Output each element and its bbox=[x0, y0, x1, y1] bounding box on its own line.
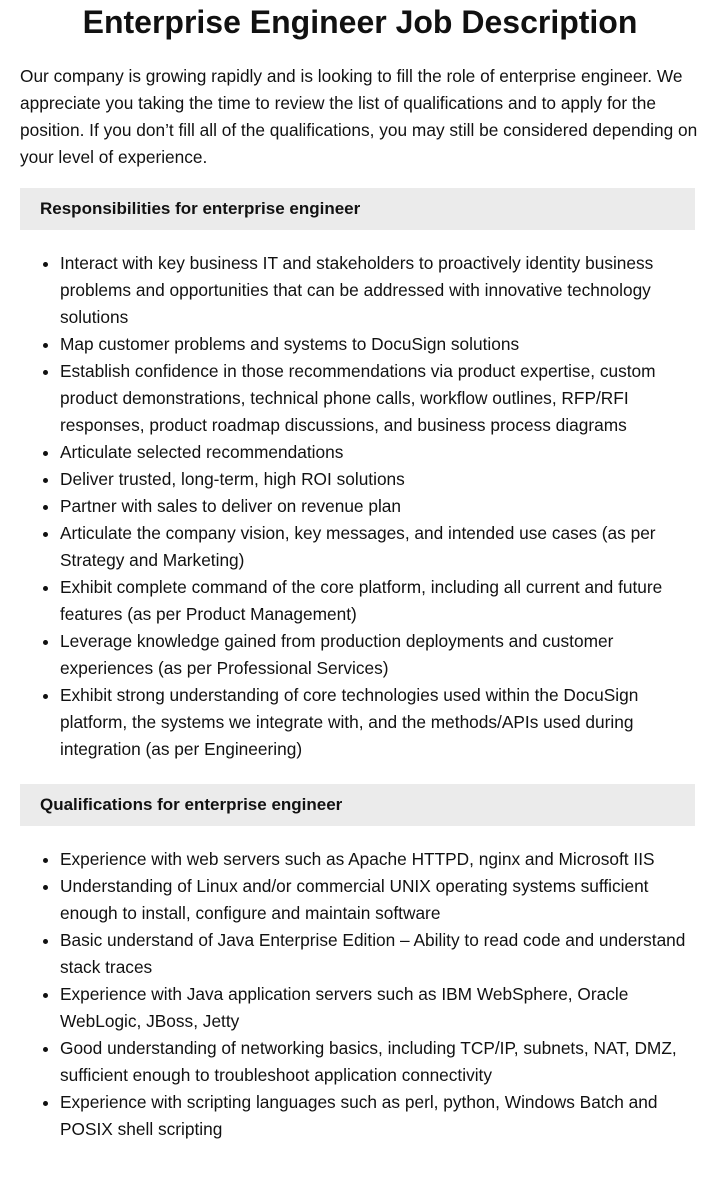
qualifications-heading: Qualifications for enterprise engineer bbox=[20, 784, 695, 826]
list-item: • Deliver trusted, long-term, high ROI solutions bbox=[60, 466, 700, 493]
list-item: • Exhibit complete command of the core platform, including all current and future features (as per Product Management) bbox=[60, 574, 700, 628]
list-item: • Good understanding of networking basics, including TCP/IP, subnets, NAT, DMZ, sufficient enough to troubleshoot application connectivity bbox=[60, 1035, 700, 1089]
list-item: • Understanding of Linux and/or commercial UNIX operating systems sufficient enough to install, configure and maintain software bbox=[60, 873, 700, 927]
list-item: • Articulate selected recommendations bbox=[60, 439, 700, 466]
list-item: • Articulate the company vision, key messages, and intended use cases (as per Strategy and Marketing) bbox=[60, 520, 700, 574]
list-item: • Establish confidence in those recommendations via product expertise, custom product demonstrations, technical phone calls, workflow outlines, RFP/RFI responses, product roadmap discussions, and business process diagrams bbox=[60, 358, 700, 439]
list-item: • Partner with sales to deliver on revenue plan bbox=[60, 493, 700, 520]
list-item: • Interact with key business IT and stakeholders to proactively identity business problems and opportunities that can be addressed with innovative technology solutions bbox=[60, 250, 700, 331]
page-title: Enterprise Engineer Job Description bbox=[82, 4, 638, 40]
responsibilities-list bbox=[0, 250, 720, 763]
list-item: • Leverage knowledge gained from production deployments and customer experiences (as per Professional Services) bbox=[60, 628, 700, 682]
list-item: • Map customer problems and systems to DocuSign solutions bbox=[60, 331, 700, 358]
list-item: • Basic understand of Java Enterprise Edition – Ability to read code and understand stack traces bbox=[60, 927, 700, 981]
list-item: • Experience with web servers such as Apache HTTPD, nginx and Microsoft IIS bbox=[60, 846, 700, 873]
responsibilities-heading: Responsibilities for enterprise engineer bbox=[20, 188, 695, 230]
list-item: • Exhibit strong understanding of core technologies used within the DocuSign platform, the systems we integrate with, and the methods/APIs used during integration (as per Engineering) bbox=[60, 682, 700, 763]
intro-paragraph: Our company is growing rapidly and is looking to fill the role of enterprise engineer. We appreciate you taking the time to review the list of qualifications and to apply for the position. If you don’t fill all of the qualifications, you may still be considered depending on your level of experience. bbox=[20, 66, 698, 167]
list-item: • Experience with scripting languages such as perl, python, Windows Batch and POSIX shell scripting bbox=[60, 1089, 700, 1143]
qualifications-list bbox=[0, 846, 720, 1143]
list-item: • Experience with Java application servers such as IBM WebSphere, Oracle WebLogic, JBoss, Jetty bbox=[60, 981, 700, 1035]
